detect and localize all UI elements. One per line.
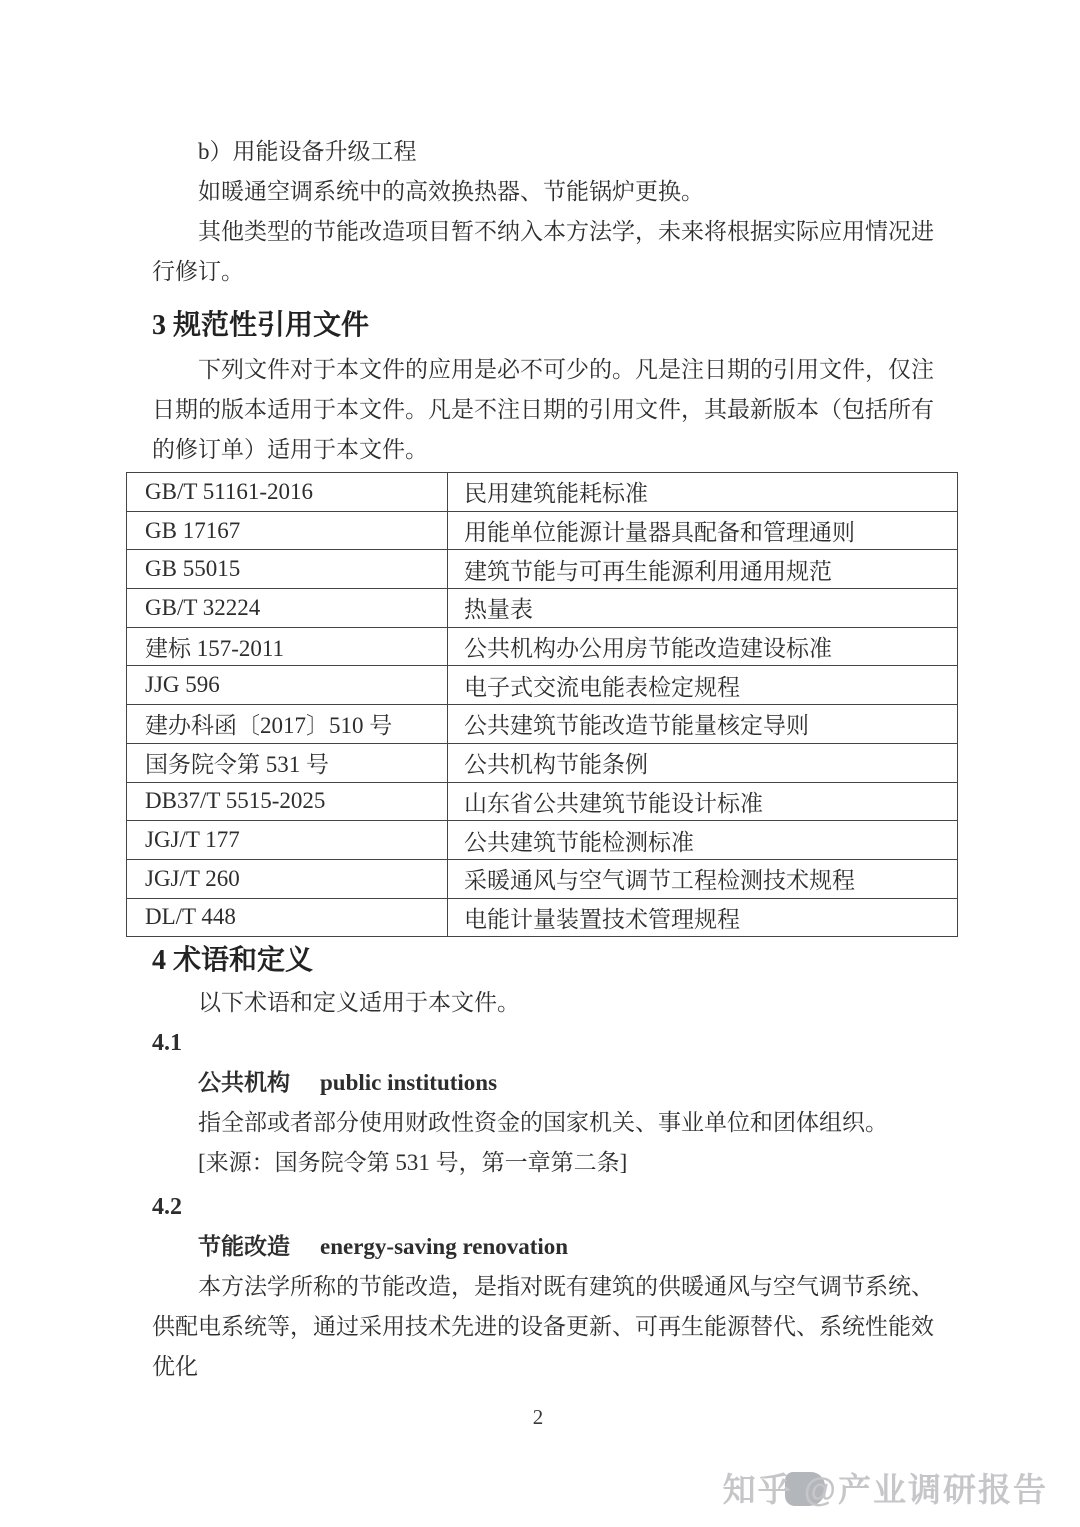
- reference-code: JGJ/T 260: [127, 859, 448, 898]
- section-4-intro: 以下术语和定义适用于本文件。: [198, 990, 520, 1016]
- reference-code: 建标 157-2011: [127, 627, 448, 666]
- table-row: [127, 666, 958, 705]
- normative-references-table: [126, 472, 958, 937]
- term-4-1-zh: 公共机构: [198, 1070, 290, 1096]
- term-4-1-definition: 指全部或者部分使用财政性资金的国家机关、事业单位和团体组织。: [198, 1110, 888, 1136]
- reference-title: 公共建筑节能改造节能量核定导则: [448, 705, 958, 744]
- table-row: [127, 511, 958, 550]
- reference-code: GB/T 32224: [127, 589, 448, 628]
- table-row: [127, 550, 958, 589]
- reference-title: 公共机构办公用房节能改造建设标准: [448, 627, 958, 666]
- table-row: [127, 782, 958, 821]
- reference-code: GB/T 51161-2016: [127, 473, 448, 512]
- reference-code: JGJ/T 177: [127, 821, 448, 860]
- section-4-heading: 4 术语和定义: [152, 945, 314, 977]
- table-row: [127, 859, 958, 898]
- reference-title: 建筑节能与可再生能源利用通用规范: [448, 550, 958, 589]
- list-item-b: b）用能设备升级工程: [198, 139, 417, 164]
- watermark-text: 知乎 @产业调研报告: [722, 1471, 1048, 1508]
- section-3-heading: 3 规范性引用文件: [152, 310, 370, 341]
- reference-title: 山东省公共建筑节能设计标准: [448, 782, 958, 821]
- term-4-2-title: [152, 1227, 934, 1267]
- reference-title: 电能计量装置技术管理规程: [448, 898, 958, 937]
- reference-code: 建办科函〔2017〕510 号: [127, 705, 448, 744]
- term-4-2-zh: 节能改造: [198, 1234, 290, 1260]
- term-4-2-definition: 本方法学所称的节能改造，是指对既有建筑的供暖通风与空气调节系统、供配电系统等，通过采用技术先进的设备更新、可再生能源替代、系统性能效优化: [152, 1274, 934, 1380]
- reference-code: DL/T 448: [127, 898, 448, 937]
- reference-title: 热量表: [448, 589, 958, 628]
- intro-paragraph-2: 其他类型的节能改造项目暂不纳入本方法学，未来将根据实际应用情况进行修订。: [152, 219, 934, 284]
- reference-code: GB 55015: [127, 550, 448, 589]
- table-row: [127, 821, 958, 860]
- table-row: [127, 898, 958, 937]
- document-body-top: [152, 0, 934, 470]
- reference-code: 国务院令第 531 号: [127, 743, 448, 782]
- reference-title: 用能单位能源计量器具配备和管理通则: [448, 511, 958, 550]
- reference-code: DB37/T 5515-2025: [127, 782, 448, 821]
- reference-title: 采暖通风与空气调节工程检测技术规程: [448, 859, 958, 898]
- term-4-1-source: [来源：国务院令第 531 号，第一章第二条]: [198, 1150, 628, 1176]
- table-row: [127, 473, 958, 512]
- reference-code: JJG 596: [127, 666, 448, 705]
- term-4-2-en: energy-saving renovation: [320, 1234, 569, 1260]
- term-4-1-number: 4.1: [152, 1030, 182, 1057]
- page-number: 2: [532, 1405, 544, 1429]
- table-row: [127, 627, 958, 666]
- intro-paragraph-1: 如暖通空调系统中的高效换热器、节能锅炉更换。: [198, 179, 704, 204]
- reference-title: 公共建筑节能检测标准: [448, 821, 958, 860]
- section-3-paragraph: 下列文件对于本文件的应用是必不可少的。凡是注日期的引用文件，仅注日期的版本适用于本文件。凡是不注日期的引用文件，其最新版本（包括所有的修订单）适用于本文件。: [152, 357, 934, 462]
- term-4-1-en: public institutions: [320, 1070, 498, 1096]
- table-row: [127, 743, 958, 782]
- term-4-2-number: 4.2: [152, 1194, 182, 1221]
- reference-code: GB 17167: [127, 511, 448, 550]
- table-row: [127, 705, 958, 744]
- reference-title: 公共机构节能条例: [448, 743, 958, 782]
- watermark: [723, 1464, 1048, 1511]
- document-body-bottom: [152, 939, 934, 1387]
- table-row: [127, 589, 958, 628]
- reference-title: 民用建筑能耗标准: [448, 473, 958, 512]
- reference-title: 电子式交流电能表检定规程: [448, 666, 958, 705]
- term-4-1-title: [152, 1063, 934, 1103]
